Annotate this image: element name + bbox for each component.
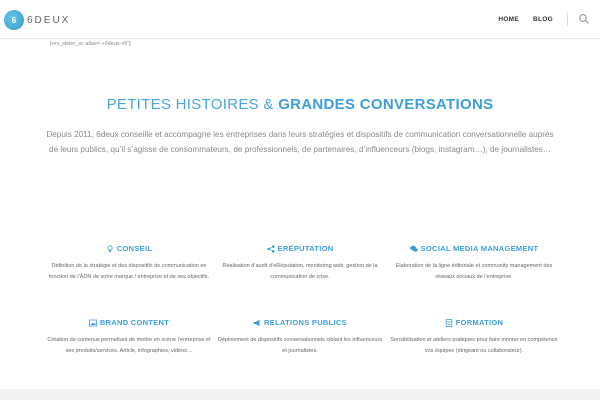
hero-title bbox=[0, 96, 600, 113]
nav-home[interactable]: HOME bbox=[498, 15, 520, 23]
picture-icon bbox=[89, 319, 97, 327]
service-title-text: CONSEIL bbox=[116, 244, 153, 253]
service-description: Elaboration de la ligne éditoriale et community management des réseaux sociaux de l’entreprise. bbox=[395, 263, 553, 280]
service-description: Définition de la stratégie et des dispositifs de communication en fonction de l’ADN de votre marque / entreprise et de ses objectifs. bbox=[48, 263, 210, 280]
main-nav bbox=[498, 0, 590, 38]
service-ereputation bbox=[215, 243, 385, 283]
service-title[interactable] bbox=[44, 243, 214, 254]
service-title-text: FORMATION bbox=[455, 318, 504, 327]
service-relations-publics bbox=[215, 317, 385, 357]
share-icon bbox=[267, 245, 275, 253]
megaphone-icon bbox=[253, 319, 261, 327]
service-description: Sensibilisation et ateliers pratiques pour faire monter en compétence vos équipes (dirigeant ou collaborateur). bbox=[390, 337, 558, 354]
service-title[interactable] bbox=[215, 317, 385, 328]
nav-divider bbox=[567, 12, 568, 26]
lightbulb-icon bbox=[106, 245, 114, 253]
service-title-text: ERÉPUTATION bbox=[277, 244, 334, 253]
service-title-text: SOCIAL MEDIA MANAGEMENT bbox=[420, 244, 539, 253]
service-title[interactable] bbox=[215, 243, 385, 254]
footer-strip bbox=[0, 389, 600, 400]
document-icon bbox=[445, 319, 453, 327]
service-conseil bbox=[44, 243, 214, 283]
nav-blog[interactable]: BLOG bbox=[533, 15, 553, 23]
logo-text: 6DEUX bbox=[27, 14, 71, 26]
hero-title-light: PETITES HISTOIRES & bbox=[106, 96, 279, 113]
service-description: Déploiement de dispositifs conversationnels ciblant les influenceurs et journalistes. bbox=[217, 337, 383, 354]
site-header bbox=[0, 0, 600, 39]
hero-title-strong: GRANDES CONVERSATIONS bbox=[278, 96, 494, 113]
service-title[interactable] bbox=[44, 317, 214, 328]
service-title-text: RELATIONS PUBLICS bbox=[264, 318, 347, 327]
logo-drop-icon: 6 bbox=[4, 10, 24, 30]
logo[interactable] bbox=[4, 8, 70, 32]
service-social-media bbox=[389, 243, 559, 283]
comments-icon bbox=[410, 245, 418, 253]
hero-description: Depuis 2011, 6deux conseille et accompagne les entreprises dans leurs stratégies et dispositifs de communication conversationnelle auprès de leurs publics, qu’il s’agisse de consommateurs, de professionnels, de partenaires, d’influenceurs (blogs, instagram…), de journalistes… bbox=[46, 130, 554, 154]
service-brand-content bbox=[44, 317, 214, 357]
service-title[interactable] bbox=[389, 317, 559, 328]
search-icon[interactable] bbox=[578, 13, 590, 25]
service-description: Création de contenus permettant de mettre en scène l’entreprise et ses produits/services. Article, infographies, vidéos… bbox=[47, 337, 211, 354]
slider-shortcode-text: [rev_slider_vc alias= »6deux-v5″] bbox=[50, 41, 131, 47]
service-description: Réalisation d’audit d’eRéputation, monitoring web, gestion de la communication de crise. bbox=[222, 263, 378, 280]
service-title-text: BRAND CONTENT bbox=[99, 318, 170, 327]
service-formation bbox=[389, 317, 559, 357]
service-title[interactable] bbox=[389, 243, 559, 254]
